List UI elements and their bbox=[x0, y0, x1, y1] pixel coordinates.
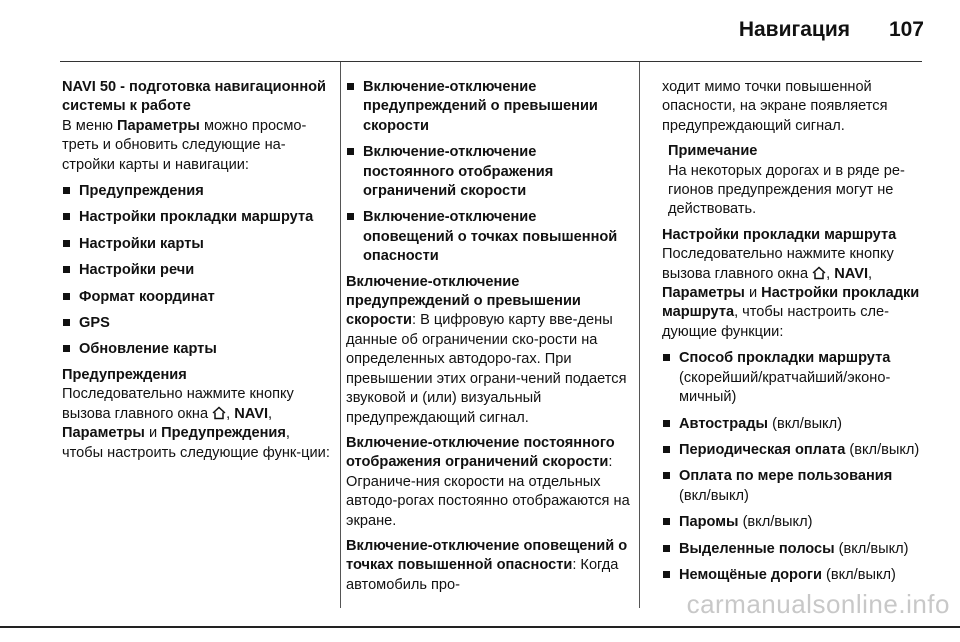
text-bold: Настройки прокладки маршрута bbox=[662, 285, 920, 321]
list-item-label: Настройки карты bbox=[79, 235, 204, 252]
text: и bbox=[144, 425, 162, 442]
bullet-square-icon bbox=[63, 187, 70, 194]
list-item-label: Формат координат bbox=[79, 288, 215, 305]
text-bold: NAVI bbox=[834, 265, 869, 282]
heading-warnings: Предупреждения bbox=[62, 366, 187, 383]
bullet-square-icon bbox=[347, 83, 354, 90]
text: можно просмо-треть и обновить следующие на-стройки карты и навигации: bbox=[62, 117, 307, 173]
list-item-value: (вкл/выкл) bbox=[821, 566, 896, 583]
list-item bbox=[62, 182, 332, 201]
list-item bbox=[62, 340, 332, 359]
heading-navi50: NAVI 50 - подготовка навигационной системы к работе bbox=[62, 79, 327, 115]
text-bold: Включение-отключение оповещений о точках повышенной опасности bbox=[346, 537, 628, 574]
list-item bbox=[346, 208, 630, 266]
list-item bbox=[662, 513, 927, 532]
page-header bbox=[0, 0, 960, 62]
text: : Когда автомобиль про- bbox=[346, 557, 619, 593]
list-item-label: GPS bbox=[79, 315, 110, 332]
text-bold: Включение-отключение предупреждений о превышении скорости bbox=[346, 273, 581, 329]
text: , чтобы настроить сле-дующие функции: bbox=[662, 304, 890, 340]
list-item bbox=[62, 208, 332, 227]
footer-divider bbox=[0, 626, 960, 628]
bullet-square-icon bbox=[663, 420, 670, 427]
bullet-square-icon bbox=[663, 446, 670, 453]
list-item-label: Включение-отключение постоянного отображения ограничений скорости bbox=[363, 144, 554, 200]
text: , bbox=[226, 405, 235, 422]
text: , bbox=[268, 405, 273, 422]
speed-warning-paragraph bbox=[346, 273, 630, 428]
home-icon bbox=[812, 266, 826, 280]
list-item-label: Немощёные дороги bbox=[679, 566, 822, 583]
column-divider-1 bbox=[340, 62, 341, 608]
list-item-value: (вкл/выкл) bbox=[738, 514, 813, 531]
list-item-value: (скорейший/кратчайший/эконо-мичный) bbox=[679, 369, 891, 406]
settings-list bbox=[62, 182, 332, 360]
list-item-value: (вкл/выкл) bbox=[834, 540, 909, 557]
list-item-label: Включение-отключение предупреждений о превышении скорости bbox=[363, 79, 598, 134]
bullet-square-icon bbox=[63, 213, 70, 220]
list-item bbox=[662, 566, 927, 585]
text-bold: Включение-отключение постоянного отображения ограничений скорости bbox=[346, 434, 615, 471]
text: , bbox=[826, 265, 835, 282]
list-item-label: Автострады bbox=[679, 415, 769, 432]
list-item-value: (вкл/выкл) bbox=[679, 487, 749, 504]
text: : Ограниче-ния скорости на отдельных автодо-рогах постоянно отображаются на экране. bbox=[346, 454, 630, 529]
column-2 bbox=[346, 78, 630, 595]
column-1 bbox=[62, 78, 332, 463]
intro-paragraph bbox=[62, 117, 332, 175]
list-item-label: Паромы bbox=[679, 514, 739, 531]
text: и bbox=[744, 285, 762, 302]
text: Последовательно нажмите кнопку вызова главного окна bbox=[62, 386, 294, 422]
text-bold: Параметры bbox=[117, 117, 200, 134]
list-item bbox=[662, 415, 927, 434]
list-item-value: (вкл/выкл) bbox=[768, 415, 842, 432]
list-item bbox=[346, 143, 630, 201]
list-item-label: Периодическая оплата bbox=[679, 441, 846, 458]
text-bold: NAVI bbox=[234, 405, 269, 422]
text-bold: Предупреждения bbox=[161, 425, 286, 442]
page-number: 107 bbox=[888, 18, 924, 41]
bullet-square-icon bbox=[347, 148, 354, 155]
danger-points-paragraph bbox=[346, 537, 630, 595]
text: Последовательно нажмите кнопку вызова главного окна bbox=[662, 246, 894, 282]
list-item bbox=[662, 540, 927, 559]
text-bold: Параметры bbox=[662, 285, 745, 302]
text-bold: Параметры bbox=[62, 425, 145, 442]
bullet-square-icon bbox=[663, 472, 670, 479]
warnings-list bbox=[346, 78, 630, 267]
note-title: Примечание bbox=[668, 143, 758, 160]
text: , чтобы настроить следующие функ-ции: bbox=[62, 425, 330, 461]
list-item bbox=[62, 314, 332, 333]
list-item-label: Настройки прокладки маршрута bbox=[79, 209, 314, 226]
text: В меню bbox=[62, 117, 117, 134]
list-item bbox=[62, 235, 332, 254]
column-3 bbox=[662, 78, 927, 585]
list-item bbox=[346, 78, 630, 136]
list-item-label: Выделенные полосы bbox=[679, 540, 835, 557]
list-item-label: Способ прокладки маршрута bbox=[679, 350, 891, 367]
bullet-square-icon bbox=[63, 345, 70, 352]
text: , bbox=[868, 265, 873, 282]
note-block bbox=[662, 142, 927, 220]
list-item-label: Предупреждения bbox=[79, 183, 204, 200]
list-item-value: (вкл/выкл) bbox=[845, 441, 920, 458]
bullet-square-icon bbox=[663, 518, 670, 525]
text: : В цифровую карту вве-дены данные об ограничении ско-рости на определенных автодоро-гах. При превышении этих ограни-чений подается звуковой и (или) визуальный предупреждающий сигнал. bbox=[346, 312, 627, 426]
bullet-square-icon bbox=[663, 354, 670, 361]
home-icon bbox=[212, 406, 226, 420]
list-item-label: Оплата по мере пользования bbox=[679, 468, 893, 485]
section-title: Навигация bbox=[738, 18, 850, 41]
watermark: carmanualsonline.info bbox=[686, 589, 950, 619]
list-item bbox=[662, 349, 927, 407]
bullet-square-icon bbox=[663, 571, 670, 578]
note-text: На некоторых дорогах и в ряде ре-гионов предупреждения могут не действовать. bbox=[668, 162, 905, 218]
list-item bbox=[662, 467, 927, 506]
list-item-label: Обновление карты bbox=[79, 341, 217, 358]
bullet-square-icon bbox=[663, 545, 670, 552]
route-options-list bbox=[662, 349, 927, 585]
list-item-label: Настройки речи bbox=[79, 262, 195, 279]
bullet-square-icon bbox=[63, 266, 70, 273]
heading-route-settings: Настройки прокладки маршрута bbox=[662, 226, 897, 243]
warnings-paragraph bbox=[62, 385, 332, 463]
bullet-square-icon bbox=[63, 319, 70, 326]
list-item bbox=[662, 441, 927, 460]
list-item bbox=[62, 261, 332, 280]
header-divider bbox=[60, 61, 922, 62]
column-divider-2 bbox=[639, 62, 640, 608]
list-item-label: Включение-отключение оповещений о точках повышенной опасности bbox=[363, 209, 618, 265]
bullet-square-icon bbox=[63, 240, 70, 247]
route-paragraph bbox=[662, 245, 927, 342]
list-item bbox=[62, 288, 332, 307]
bullet-square-icon bbox=[347, 213, 354, 220]
bullet-square-icon bbox=[63, 293, 70, 300]
speed-limit-paragraph bbox=[346, 434, 630, 531]
continuation-paragraph: ходит мимо точки повышенной опасности, на экране появляется предупреждающий сигнал. bbox=[662, 79, 888, 134]
